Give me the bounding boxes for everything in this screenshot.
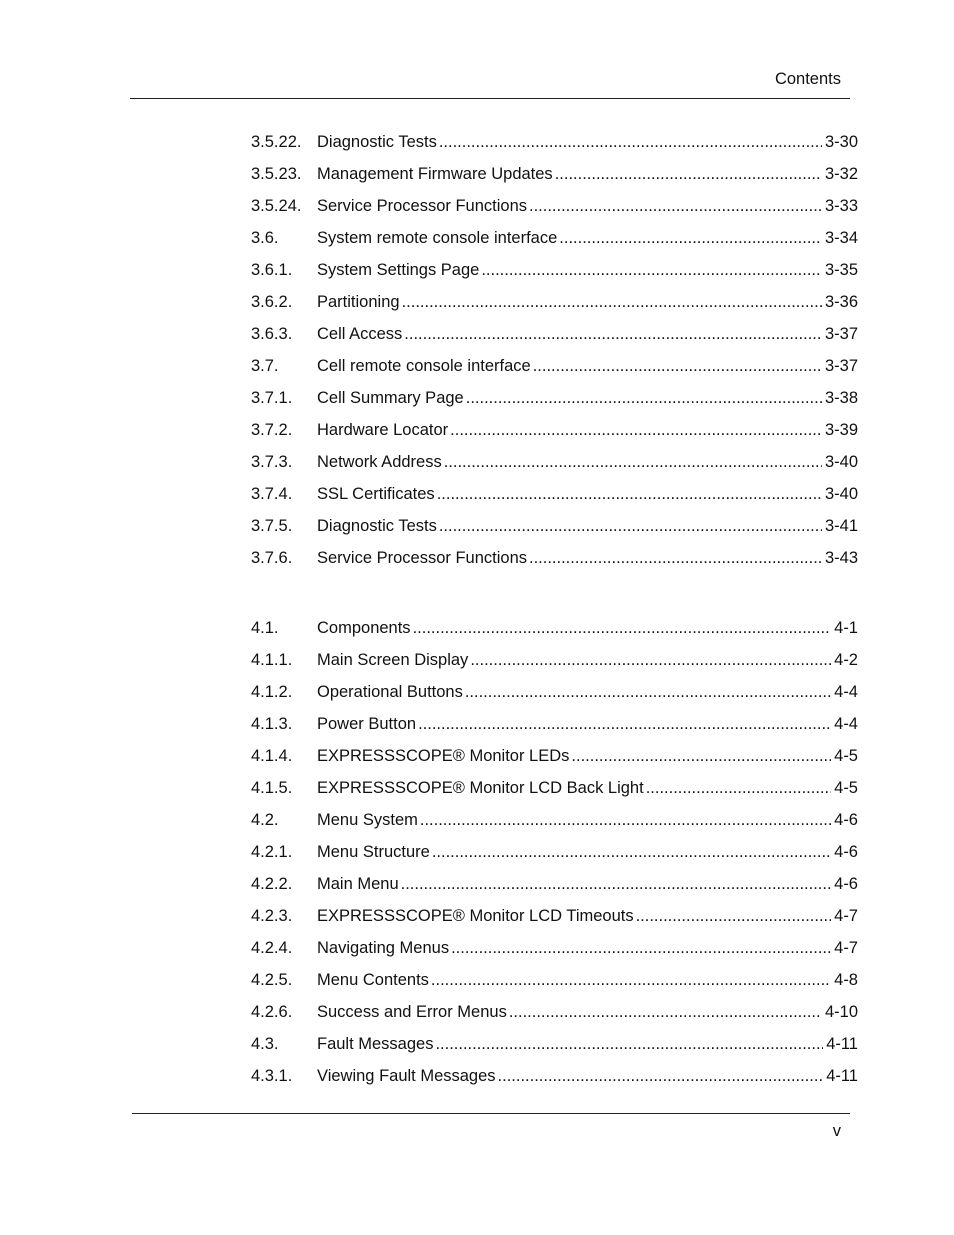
toc-entry-title: Hardware Locator	[317, 421, 449, 439]
toc-entry-number: 3.7.	[251, 357, 279, 375]
toc-entry-number: 3.5.24.	[251, 197, 302, 215]
toc-entry[interactable]	[251, 449, 858, 481]
toc-entry-number: 4.1.5.	[251, 779, 293, 797]
toc-entry-page: 3-43	[824, 549, 858, 567]
toc-entry-title: Cell remote console interface	[317, 357, 531, 375]
toc-entry-page: 3-36	[824, 293, 858, 311]
toc-entry-number: 3.5.23.	[251, 165, 302, 183]
toc-entry-title: Fault Messages	[317, 1035, 434, 1053]
dot-leader	[444, 449, 822, 475]
toc-entry[interactable]	[251, 129, 858, 161]
dot-leader	[646, 775, 831, 801]
toc-entry[interactable]	[251, 385, 858, 417]
toc-entry-number: 4.2.4.	[251, 939, 293, 957]
toc-entry-title: Management Firmware Updates	[317, 165, 553, 183]
toc-entry-title: Success and Error Menus	[317, 1003, 507, 1021]
toc-entry[interactable]	[251, 321, 858, 353]
toc-entry-number: 4.2.5.	[251, 971, 293, 989]
toc-entry-number: 3.6.2.	[251, 293, 293, 311]
toc-entry[interactable]	[251, 743, 858, 775]
toc-entry[interactable]	[251, 647, 858, 679]
toc-entry-page: 4-10	[824, 1003, 858, 1021]
toc-entry[interactable]	[251, 679, 858, 711]
dot-leader	[439, 513, 822, 539]
toc-entry-title: Cell Summary Page	[317, 389, 464, 407]
toc-entry-page: 4-6	[834, 811, 858, 829]
toc-entry-title: Service Processor Functions	[317, 549, 527, 567]
toc-entry[interactable]	[251, 871, 858, 903]
toc-entry[interactable]	[251, 775, 858, 807]
dot-leader	[481, 257, 822, 283]
toc-section-chapter-3	[251, 129, 858, 577]
toc-entry-number: 3.7.1.	[251, 389, 293, 407]
dot-leader	[498, 1063, 824, 1089]
toc-entry[interactable]	[251, 289, 858, 321]
toc-entry-page: 4-5	[834, 779, 858, 797]
toc-entry-page: 3-33	[824, 197, 858, 215]
toc-entry[interactable]	[251, 545, 858, 577]
toc-entry-number: 4.3.1.	[251, 1067, 293, 1085]
toc-entry-title: Menu Structure	[317, 843, 430, 861]
toc-entry-number: 3.7.2.	[251, 421, 293, 439]
footer-rule	[132, 1113, 850, 1114]
toc-entry-number: 3.6.3.	[251, 325, 293, 343]
toc-entry-title: Navigating Menus	[317, 939, 450, 957]
toc-entry-title: Network Address	[317, 453, 442, 471]
toc-entry-page: 3-34	[824, 229, 858, 247]
toc-entry-page: 4-4	[834, 683, 858, 701]
dot-leader	[465, 679, 831, 705]
dot-leader	[533, 353, 822, 379]
toc-entry-number: 4.2.6.	[251, 1003, 293, 1021]
toc-entry[interactable]	[251, 257, 858, 289]
toc-entry-number: 4.1.1.	[251, 651, 293, 669]
dot-leader	[571, 743, 831, 769]
toc-entry-title: Viewing Fault Messages	[317, 1067, 496, 1085]
toc-entry-title: Partitioning	[317, 293, 400, 311]
toc-entry-page: 4-7	[834, 907, 858, 925]
toc-entry[interactable]	[251, 903, 858, 935]
toc-entry-page: 4-4	[834, 715, 858, 733]
dot-leader	[418, 711, 831, 737]
toc-entry-title: Main Screen Display	[317, 651, 469, 669]
toc-entry-page: 4-6	[834, 875, 858, 893]
toc-entry[interactable]	[251, 1063, 858, 1095]
toc-entry-page: 3-38	[824, 389, 858, 407]
toc-entry-page: 3-40	[824, 485, 858, 503]
dot-leader	[636, 903, 832, 929]
toc-entry[interactable]	[251, 967, 858, 999]
toc-entry[interactable]	[251, 353, 858, 385]
toc-entry[interactable]	[251, 807, 858, 839]
toc-entry-title: System Settings Page	[317, 261, 480, 279]
toc-entry-number: 3.6.1.	[251, 261, 293, 279]
toc-entry-title: EXPRESSSCOPE® Monitor LEDs	[317, 747, 570, 765]
dot-leader	[439, 129, 822, 155]
dot-leader	[437, 481, 822, 507]
toc-entry-number: 4.2.1.	[251, 843, 293, 861]
dot-leader	[404, 321, 822, 347]
toc-entry-title: EXPRESSSCOPE® Monitor LCD Back Light	[317, 779, 644, 797]
dot-leader	[432, 839, 831, 865]
toc-entry-page: 3-37	[824, 325, 858, 343]
toc-entry-page: 4-2	[834, 651, 858, 669]
toc-section-chapter-4	[251, 615, 858, 1095]
toc-entry-number: 4.1.3.	[251, 715, 293, 733]
toc-entry-title: Power Button	[317, 715, 417, 733]
toc-entry-title: Main Menu	[317, 875, 399, 893]
toc-entry-title: Service Processor Functions	[317, 197, 527, 215]
dot-leader	[450, 417, 822, 443]
toc-entry-number: 3.7.4.	[251, 485, 293, 503]
dot-leader	[451, 935, 831, 961]
dot-leader	[466, 385, 822, 411]
toc-entry-page: 4-11	[826, 1067, 858, 1085]
toc-entry[interactable]	[251, 225, 858, 257]
toc-entry-number: 4.2.	[251, 811, 279, 829]
dot-leader	[431, 967, 831, 993]
toc-entry-title: Operational Buttons	[317, 683, 463, 701]
toc-entry-number: 3.7.5.	[251, 517, 293, 535]
toc-entry-number: 4.3.	[251, 1035, 279, 1053]
footer-page-number: v	[832, 1122, 841, 1140]
toc-entry-number: 3.7.6.	[251, 549, 293, 567]
toc-entry[interactable]	[251, 711, 858, 743]
toc-entry-page: 3-37	[824, 357, 858, 375]
toc-entry-number: 3.6.	[251, 229, 279, 247]
toc-entry-page: 4-5	[834, 747, 858, 765]
toc-entry[interactable]	[251, 193, 858, 225]
dot-leader	[529, 545, 822, 571]
toc-entry-title: Components	[317, 619, 411, 637]
toc-entry[interactable]	[251, 1031, 858, 1063]
toc-entry[interactable]	[251, 417, 858, 449]
toc-entry-number: 4.2.3.	[251, 907, 293, 925]
dot-leader	[401, 871, 832, 897]
toc-entry-title: EXPRESSSCOPE® Monitor LCD Timeouts	[317, 907, 634, 925]
toc-entry-page: 3-32	[824, 165, 858, 183]
toc-entry-page: 3-41	[824, 517, 858, 535]
toc-entry[interactable]	[251, 839, 858, 871]
toc-entry-number: 3.5.22.	[251, 133, 302, 151]
toc-entry[interactable]	[251, 999, 858, 1031]
toc-entry-title: Diagnostic Tests	[317, 517, 437, 535]
toc-entry-title: Menu Contents	[317, 971, 429, 989]
dot-leader	[470, 647, 831, 673]
toc-entry-page: 3-39	[824, 421, 858, 439]
toc-entry-title: SSL Certificates	[317, 485, 435, 503]
dot-leader	[420, 807, 831, 833]
dot-leader	[413, 615, 832, 641]
toc-entry-number: 4.1.2.	[251, 683, 293, 701]
header-rule	[130, 98, 850, 99]
toc-entry[interactable]	[251, 513, 858, 545]
toc-entry-number: 4.1.	[251, 619, 279, 637]
toc-entry-page: 4-1	[834, 619, 858, 637]
toc-entry-page: 3-30	[824, 133, 858, 151]
dot-leader	[435, 1031, 823, 1057]
toc-entry-page: 3-40	[824, 453, 858, 471]
toc-entry-title: Menu System	[317, 811, 418, 829]
toc-entry[interactable]	[251, 481, 858, 513]
running-header: Contents	[774, 70, 841, 88]
toc-entry-number: 4.2.2.	[251, 875, 293, 893]
toc-entry-title: Diagnostic Tests	[317, 133, 437, 151]
toc-entry[interactable]	[251, 615, 858, 647]
toc-entry-number: 4.1.4.	[251, 747, 293, 765]
dot-leader	[529, 193, 822, 219]
dot-leader	[509, 999, 822, 1025]
toc-entry-page: 4-6	[834, 843, 858, 861]
toc-entry-title: System remote console interface	[317, 229, 558, 247]
dot-leader	[555, 161, 822, 187]
toc-entry-page: 4-11	[826, 1035, 858, 1053]
toc-entry[interactable]	[251, 161, 858, 193]
toc-entry-page: 4-8	[834, 971, 858, 989]
toc-entry-page: 3-35	[824, 261, 858, 279]
toc-entry-title: Cell Access	[317, 325, 403, 343]
toc-entry[interactable]	[251, 935, 858, 967]
toc-entry-number: 3.7.3.	[251, 453, 293, 471]
toc-entry-page: 4-7	[834, 939, 858, 957]
dot-leader	[559, 225, 822, 251]
dot-leader	[402, 289, 822, 315]
